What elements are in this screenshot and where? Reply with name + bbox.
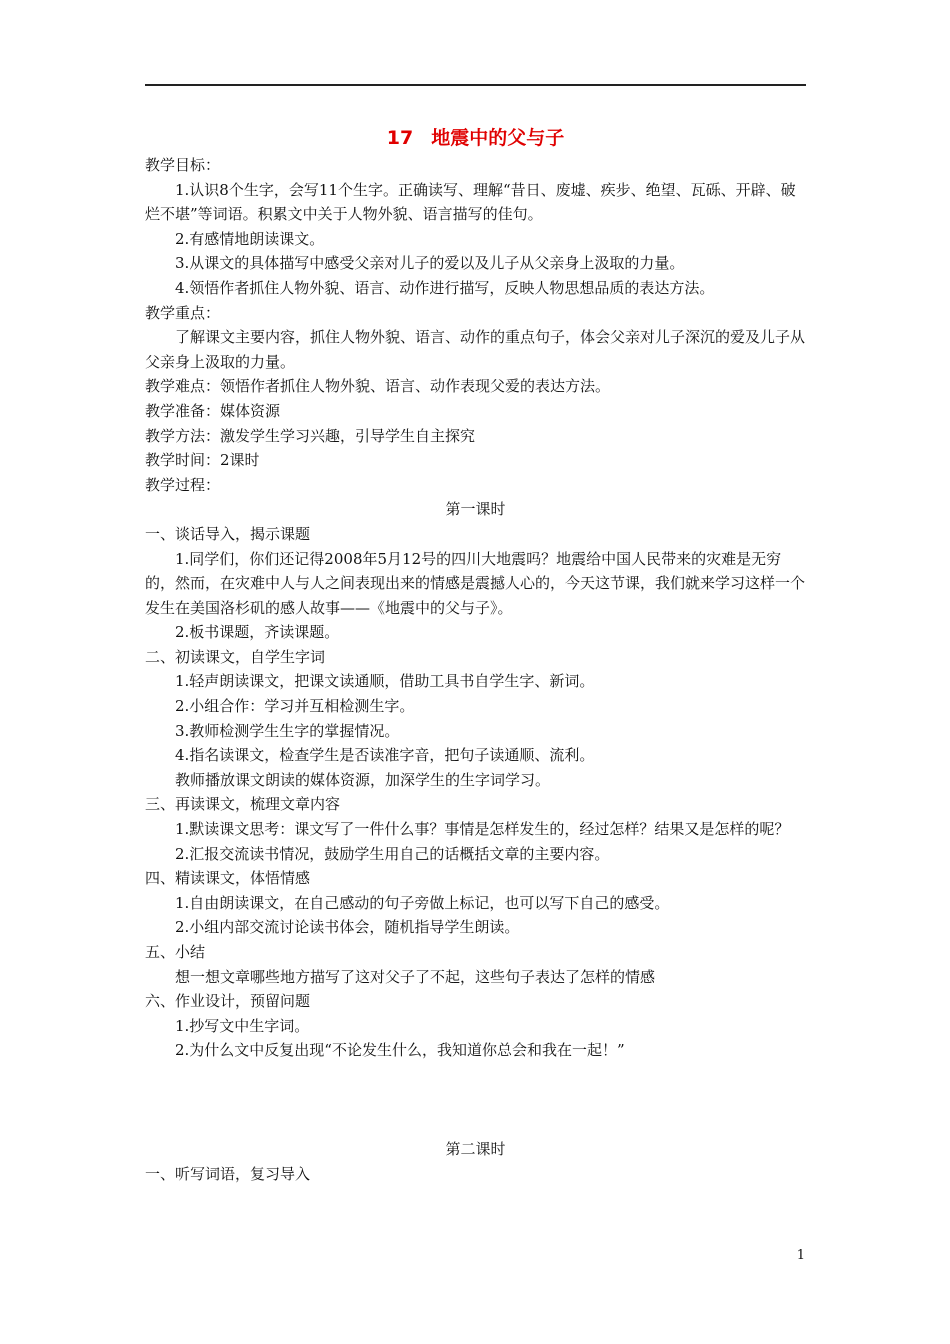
text-line: 六、作业设计，预留问题	[145, 992, 311, 1011]
text-line: 教学难点：领悟作者抓住人物外貌、语言、动作表现父爱的表达方法。	[145, 377, 611, 396]
text-line: 2.汇报交流读书情况，鼓励学生用自己的话概括文章的主要内容。	[175, 844, 610, 863]
text-line: 二、初读课文，自学生字词	[145, 647, 326, 666]
blank-space	[145, 1063, 806, 1137]
text-line: 4.领悟作者抓住人物外貌、语言、动作进行描写，反映人物思想品质的表达方法。	[175, 278, 715, 297]
text-line: 教学方法：激发学生学习兴趣，引导学生自主探究	[145, 426, 476, 445]
page-number: 1	[796, 1248, 805, 1263]
header-rule	[145, 84, 806, 86]
section-heading: 第一课时	[445, 500, 506, 519]
text-line: 教学准备：媒体资源	[145, 401, 281, 420]
text-line: 2.小组合作：学习并互相检测生字。	[175, 697, 415, 716]
text-line: 3.从课文的具体描写中感受父亲对儿子的爱以及儿子从父亲身上汲取的力量。	[175, 254, 685, 273]
text-line: 五、小结	[145, 943, 206, 961]
document-body	[145, 125, 806, 1186]
text-line: 了解课文主要内容，抓住人物外貌、语言、动作的重点句子，体会父亲对儿子深沉的爱及儿子从父亲身上汲取的力量。	[145, 328, 806, 371]
text-line: 4.指名读课文，检查学生是否读准字音，把句子读通顺、流利。	[175, 746, 595, 765]
section-first-lesson	[145, 153, 806, 1063]
text-line: 1.轻声朗读课文，把课文读通顺，借助工具书自学生字、新词。	[175, 672, 595, 691]
text-line: 1.认识8个生字，会写11个生字。正确读写、理解“昔日、废墟、疾步、绝望、瓦砾、开辟、破烂不堪”等词语。积累文中关于人物外貌、语言描写的佳句。	[145, 180, 796, 224]
text-line: 1.抄写文中生字词。	[175, 1016, 310, 1035]
section-heading: 第二课时	[445, 1139, 506, 1158]
text-line: 一、谈话导入，揭示课题	[145, 524, 311, 543]
text-line: 1.默读课文思考：课文写了一件什么事？事情是怎样发生的，经过怎样？结果又是怎样的呢？	[175, 820, 790, 839]
text-line: 1.同学们，你们还记得2008年5月12号的四川大地震吗？地震给中国人民带来的灾难是无穷的，然而，在灾难中人与人之间表现出来的情感是震撼人心的，今天这节课，我们就来学习这样一个发生在美国洛杉矶的感人故事——《地震中的父与子》。	[145, 549, 806, 617]
text-line: 一、听写词语，复习导入	[145, 1164, 311, 1183]
text-line: 教学时间：2课时	[145, 451, 260, 470]
text-line: 1.自由朗读课文，在自己感动的句子旁做上标记，也可以写下自己的感受。	[175, 893, 670, 912]
text-line: 教师播放课文朗读的媒体资源，加深学生的生字词学习。	[175, 770, 551, 789]
text-line: 2.有感情地朗读课文。	[175, 229, 325, 248]
text-line: 教学重点：	[145, 303, 221, 322]
text-line: 2.小组内部交流讨论读书体会，随机指导学生朗读。	[175, 918, 520, 937]
title-text: 地震中的父与子	[431, 127, 565, 149]
text-line: 四、精读课文，体悟情感	[145, 869, 311, 888]
section-second-lesson	[145, 1137, 806, 1186]
text-line: 三、再读课文，梳理文章内容	[145, 795, 341, 814]
text-line: 2.板书课题，齐读课题。	[175, 623, 340, 642]
document-title	[145, 125, 806, 151]
text-line: 想一想文章哪些地方描写了这对父子了不起，这些句子表达了怎样的情感	[175, 967, 656, 986]
title-number: 17	[386, 127, 414, 149]
text-line: 教学过程：	[145, 475, 221, 494]
text-line: 3.教师检测学生生字的掌握情况。	[175, 721, 400, 740]
text-line: 2.为什么文中反复出现“不论发生什么，我知道你总会和我在一起！”	[175, 1041, 625, 1060]
text-line: 教学目标：	[145, 156, 221, 174]
